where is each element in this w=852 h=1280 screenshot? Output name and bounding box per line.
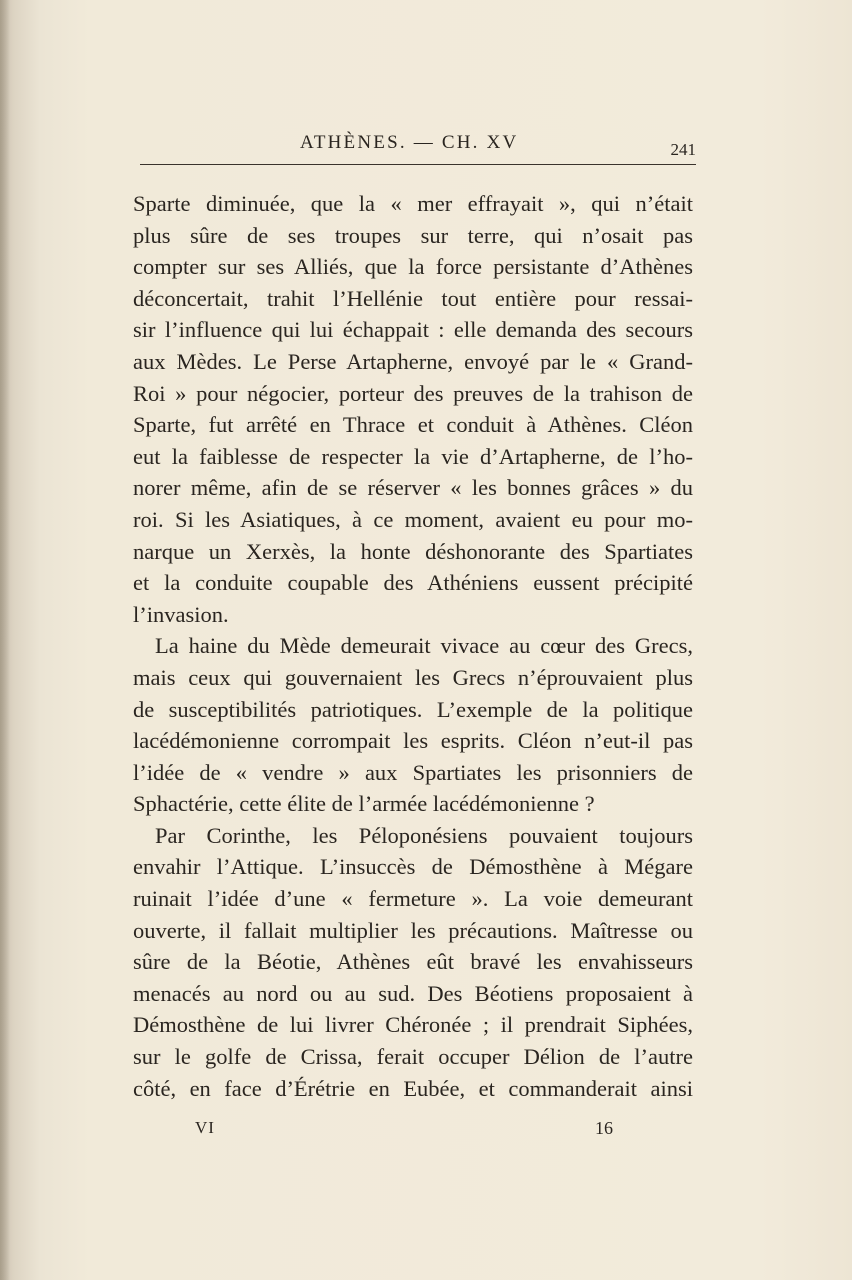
- text-line: menacés au nord ou au sud. Des Béotiens proposaient à: [133, 980, 693, 1006]
- text-line: l’invasion.: [133, 601, 229, 627]
- text-line: Sphactérie, cette élite de l’armée lacédémonienne ?: [133, 791, 595, 817]
- text-line: et la conduite coupable des Athéniens eussent précipité: [133, 570, 693, 596]
- text-line: ruinait l’idée d’une « fermeture ». La voie demeurant: [133, 886, 693, 912]
- page-footer: [133, 1118, 693, 1148]
- text-line: déconcertait, trahit l’Hellénie tout entière pour ressai-: [133, 285, 693, 311]
- text-line: l’idée de « vendre » aux Spartiates les prisonniers de: [133, 759, 693, 785]
- text-line: côté, en face d’Érétrie en Eubée, et commanderait ainsi: [133, 1075, 693, 1101]
- text-line: Roi » pour négocier, porteur des preuves de la trahison de: [133, 380, 693, 406]
- text-line: compter sur ses Alliés, que la force persistante d’Athènes: [133, 254, 693, 280]
- text-line: sur le golfe de Crissa, ferait occuper Délion de l’autre: [133, 1044, 693, 1070]
- text-line: sir l’influence qui lui échappait : elle demanda des secours: [133, 317, 693, 343]
- sheet-signature: 16: [595, 1118, 613, 1138]
- text-line: norer même, afin de se réserver « les bonnes grâces » du: [133, 475, 693, 501]
- spine-shadow: [0, 0, 10, 1280]
- running-head: [140, 130, 696, 170]
- text-line: narque un Xerxès, la honte déshonorante des Spartiates: [133, 538, 693, 564]
- paragraph-3: [133, 820, 693, 1104]
- text-line: Sparte diminuée, que la « mer effrayait », qui n’était: [133, 191, 693, 216]
- text-line: plus sûre de ses troupes sur terre, qui n’osait pas: [133, 222, 693, 248]
- body-text: [133, 188, 693, 1104]
- running-title: ATHÈNES. — CH. XV: [300, 132, 519, 153]
- text-line: sûre de la Béotie, Athènes eût bravé les envahisseurs: [133, 949, 693, 975]
- text-line: Par Corinthe, les Péloponésiens pouvaient toujours: [155, 822, 693, 848]
- text-line: aux Mèdes. Le Perse Artapherne, envoyé par le « Grand-: [133, 348, 693, 374]
- paragraph-1: [133, 188, 693, 630]
- paragraph-2: [133, 630, 693, 820]
- text-line: ouverte, il fallait multiplier les précautions. Maîtresse ou: [133, 917, 693, 943]
- header-rule: [140, 164, 696, 165]
- text-line: La haine du Mède demeurait vivace au cœur des Grecs,: [155, 633, 693, 659]
- page-number: 241: [670, 140, 696, 159]
- volume-signature: VI: [195, 1118, 215, 1137]
- text-line: Sparte, fut arrêté en Thrace et conduit à Athènes. Cléon: [133, 412, 693, 438]
- text-line: eut la faiblesse de respecter la vie d’Artapherne, de l’ho-: [133, 443, 693, 469]
- text-line: roi. Si les Asiatiques, à ce moment, avaient eu pour mo-: [133, 506, 693, 532]
- text-line: Démosthène de lui livrer Chéronée ; il prendrait Siphées,: [133, 1012, 693, 1038]
- text-line: de susceptibilités patriotiques. L’exemple de la politique: [133, 696, 693, 722]
- text-line: mais ceux qui gouvernaient les Grecs n’éprouvaient plus: [133, 664, 693, 690]
- text-line: envahir l’Attique. L’insuccès de Démosthène à Mégare: [133, 854, 693, 880]
- text-line: lacédémonienne corrompait les esprits. Cléon n’eut-il pas: [133, 728, 693, 754]
